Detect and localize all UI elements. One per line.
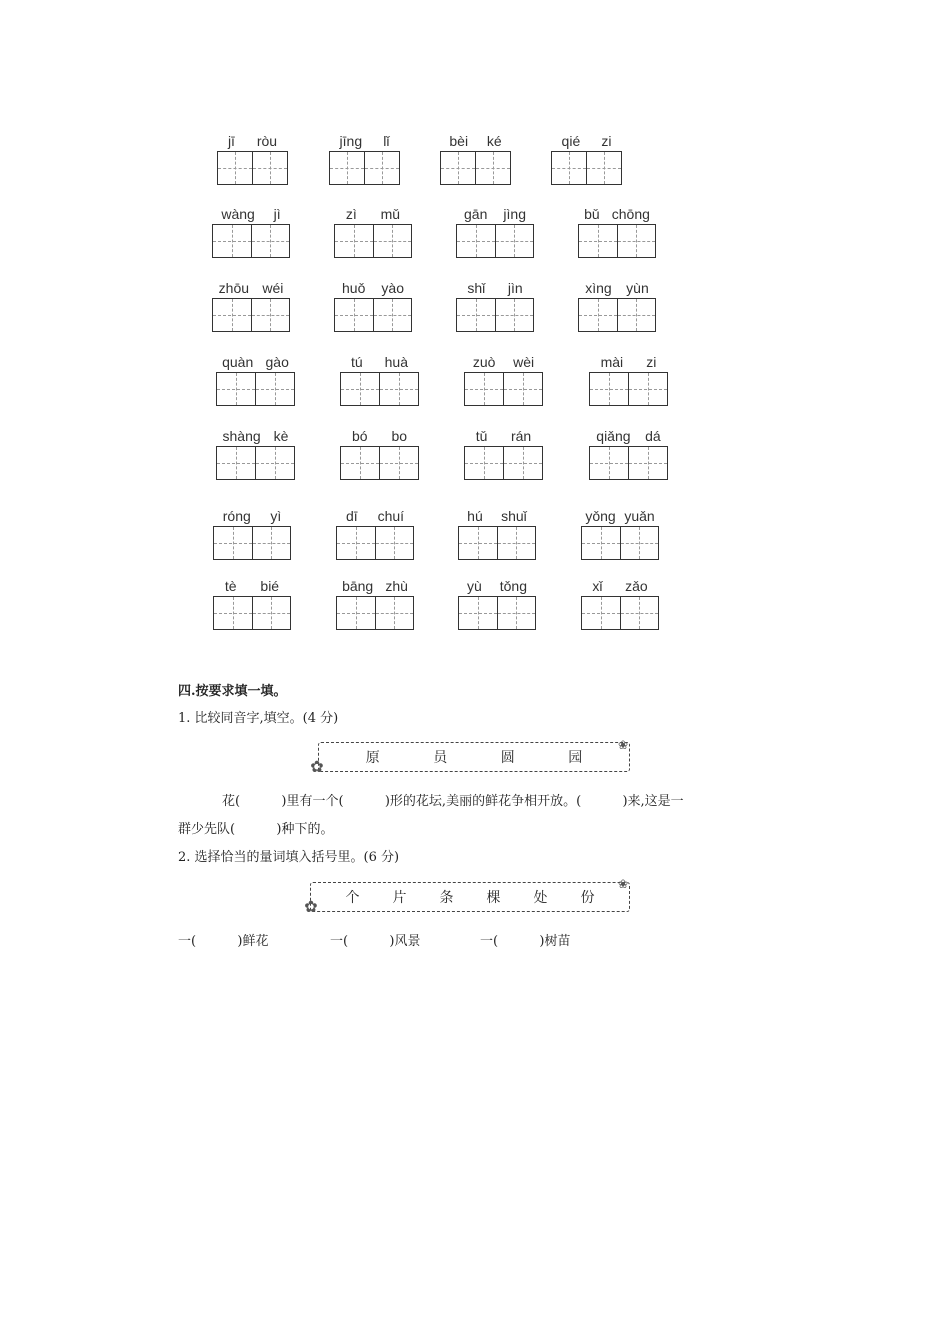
tianzige-writing-grid[interactable] bbox=[589, 446, 668, 480]
writing-cell[interactable] bbox=[337, 597, 376, 629]
pinyin-syllable: tǒng bbox=[499, 578, 527, 594]
writing-cell[interactable] bbox=[441, 152, 476, 184]
writing-cell[interactable] bbox=[217, 373, 256, 405]
q2-word: 片 bbox=[392, 890, 407, 906]
tianzige-writing-grid[interactable] bbox=[336, 526, 414, 560]
tianzige-writing-grid[interactable] bbox=[212, 224, 290, 258]
pinyin-syllable: dá bbox=[645, 428, 661, 444]
writing-cell[interactable] bbox=[504, 447, 542, 479]
writing-cell[interactable] bbox=[582, 527, 621, 559]
writing-cell[interactable] bbox=[213, 299, 252, 331]
pinyin-syllable: ké bbox=[486, 133, 502, 149]
writing-cell[interactable] bbox=[498, 527, 536, 559]
pinyin-label bbox=[216, 354, 295, 370]
pinyin-syllable: yǒng bbox=[585, 508, 616, 524]
pinyin-syllable: zhōu bbox=[218, 280, 250, 296]
q2-word: 条 bbox=[439, 890, 454, 906]
pinyin-syllable: kè bbox=[273, 428, 289, 444]
writing-cell[interactable] bbox=[374, 299, 412, 331]
writing-cell[interactable] bbox=[465, 373, 504, 405]
q2-word: 份 bbox=[580, 890, 595, 906]
writing-cell[interactable] bbox=[256, 373, 294, 405]
pinyin-label bbox=[464, 354, 543, 370]
writing-cell[interactable] bbox=[341, 447, 380, 479]
pinyin-syllable: tǔ bbox=[475, 428, 488, 444]
q2-word: 个 bbox=[345, 890, 360, 906]
pinyin-label bbox=[589, 354, 668, 370]
q1-word: 圆 bbox=[500, 750, 515, 766]
pinyin-label bbox=[551, 133, 622, 149]
writing-cell[interactable] bbox=[253, 597, 291, 629]
pinyin-syllable: yuǎn bbox=[624, 508, 655, 524]
pinyin-label bbox=[578, 206, 656, 222]
pinyin-syllable: gān bbox=[464, 206, 488, 222]
q2-word-box bbox=[310, 882, 630, 912]
tianzige-writing-grid[interactable] bbox=[216, 446, 295, 480]
writing-cell[interactable] bbox=[341, 373, 380, 405]
pinyin-label bbox=[216, 428, 295, 444]
writing-cell[interactable] bbox=[496, 225, 534, 257]
q1-word: 原 bbox=[365, 750, 380, 766]
pinyin-syllable: bèi bbox=[449, 133, 469, 149]
pinyin-syllable: xìng bbox=[585, 280, 612, 296]
q2-label: 2. 选择恰当的量词填入括号里。(6 分) bbox=[178, 850, 400, 865]
writing-cell[interactable] bbox=[618, 299, 656, 331]
writing-cell[interactable] bbox=[579, 299, 618, 331]
writing-cell[interactable] bbox=[214, 527, 253, 559]
section4-title: 四.按要求填一填。 bbox=[178, 684, 287, 699]
writing-cell[interactable] bbox=[335, 299, 374, 331]
writing-cell[interactable] bbox=[476, 152, 510, 184]
tianzige-writing-grid[interactable] bbox=[458, 526, 536, 560]
writing-cell[interactable] bbox=[252, 299, 290, 331]
writing-cell[interactable] bbox=[459, 597, 498, 629]
pinyin-syllable: tè bbox=[224, 578, 237, 594]
pinyin-syllable: jìn bbox=[507, 280, 523, 296]
tianzige-writing-grid[interactable] bbox=[589, 372, 668, 406]
writing-cell[interactable] bbox=[629, 447, 667, 479]
pinyin-syllable: huǒ bbox=[342, 280, 366, 296]
flower-icon: ✿ bbox=[304, 897, 318, 916]
tianzige-writing-grid[interactable] bbox=[581, 596, 659, 630]
pinyin-label bbox=[213, 508, 291, 524]
tianzige-writing-grid[interactable] bbox=[216, 372, 295, 406]
tianzige-writing-grid[interactable] bbox=[440, 151, 511, 185]
writing-cell[interactable] bbox=[374, 225, 412, 257]
pinyin-syllable: shàng bbox=[222, 428, 261, 444]
q1-word: 园 bbox=[568, 750, 583, 766]
writing-cell[interactable] bbox=[498, 597, 536, 629]
pinyin-syllable: gào bbox=[265, 354, 289, 370]
q2-word: 处 bbox=[533, 890, 548, 906]
tianzige-writing-grid[interactable] bbox=[217, 151, 288, 185]
writing-cell[interactable] bbox=[253, 527, 291, 559]
pinyin-label bbox=[212, 206, 290, 222]
writing-cell[interactable] bbox=[380, 447, 418, 479]
pinyin-label bbox=[458, 508, 536, 524]
pinyin-syllable: zi bbox=[601, 133, 612, 149]
writing-cell[interactable] bbox=[217, 447, 256, 479]
writing-cell[interactable] bbox=[590, 373, 629, 405]
tianzige-writing-grid[interactable] bbox=[336, 596, 414, 630]
q2-word: 棵 bbox=[486, 890, 501, 906]
tianzige-writing-grid[interactable] bbox=[464, 372, 543, 406]
tianzige-writing-grid[interactable] bbox=[334, 224, 412, 258]
pinyin-label bbox=[458, 578, 536, 594]
pinyin-syllable: rán bbox=[510, 428, 532, 444]
pinyin-syllable: bié bbox=[260, 578, 280, 594]
pinyin-syllable: jīng bbox=[339, 133, 363, 149]
tianzige-writing-grid[interactable] bbox=[340, 372, 419, 406]
pinyin-syllable: tú bbox=[350, 354, 363, 370]
pinyin-syllable: bó bbox=[351, 428, 368, 444]
pinyin-syllable: dī bbox=[345, 508, 358, 524]
pinyin-syllable: chuí bbox=[377, 508, 405, 524]
q1-line-2: 群少先队( )种下的。 bbox=[178, 822, 334, 837]
q1-word: 员 bbox=[433, 750, 448, 766]
tianzige-writing-grid[interactable] bbox=[340, 446, 419, 480]
pinyin-syllable: jìng bbox=[503, 206, 526, 222]
pinyin-label bbox=[581, 508, 659, 524]
writing-cell[interactable] bbox=[590, 447, 629, 479]
q2-item-1: 一( )鲜花 bbox=[178, 934, 269, 949]
pinyin-syllable: zi bbox=[646, 354, 657, 370]
writing-cell[interactable] bbox=[552, 152, 587, 184]
tianzige-writing-grid[interactable] bbox=[581, 526, 659, 560]
pinyin-syllable: quàn bbox=[222, 354, 254, 370]
q1-label: 1. 比较同音字,填空。(4 分) bbox=[178, 711, 339, 726]
tianzige-writing-grid[interactable] bbox=[551, 151, 622, 185]
writing-cell[interactable] bbox=[457, 225, 496, 257]
tianzige-writing-grid[interactable] bbox=[456, 298, 534, 332]
pinyin-syllable: chōng bbox=[611, 206, 650, 222]
pinyin-syllable: wàng bbox=[221, 206, 255, 222]
pinyin-syllable: zǎo bbox=[625, 578, 648, 594]
pinyin-label bbox=[334, 206, 412, 222]
pinyin-row bbox=[0, 428, 950, 488]
writing-cell[interactable] bbox=[214, 597, 253, 629]
pinyin-label bbox=[329, 133, 400, 149]
pinyin-row bbox=[0, 280, 950, 340]
pinyin-label bbox=[578, 280, 656, 296]
pinyin-label bbox=[213, 578, 291, 594]
flower-icon: ✿ bbox=[310, 757, 324, 776]
writing-cell[interactable] bbox=[253, 152, 287, 184]
pinyin-syllable: huà bbox=[384, 354, 408, 370]
pinyin-syllable: jì bbox=[273, 206, 281, 222]
writing-cell[interactable] bbox=[330, 152, 365, 184]
pinyin-label bbox=[589, 428, 668, 444]
pinyin-syllable: yì bbox=[270, 508, 282, 524]
pinyin-syllable: mài bbox=[600, 354, 624, 370]
pinyin-syllable: mǔ bbox=[380, 206, 401, 222]
writing-cell[interactable] bbox=[496, 299, 534, 331]
tianzige-writing-grid[interactable] bbox=[213, 526, 291, 560]
pinyin-syllable: bāng bbox=[342, 578, 374, 594]
flower-icon: ❀ bbox=[617, 738, 629, 752]
pinyin-syllable: hú bbox=[467, 508, 483, 524]
writing-cell[interactable] bbox=[376, 597, 414, 629]
writing-cell[interactable] bbox=[459, 527, 498, 559]
pinyin-syllable: shuǐ bbox=[501, 508, 527, 524]
pinyin-row bbox=[0, 578, 950, 638]
writing-cell[interactable] bbox=[376, 527, 414, 559]
writing-cell[interactable] bbox=[365, 152, 399, 184]
writing-cell[interactable] bbox=[621, 527, 659, 559]
pinyin-label bbox=[340, 428, 419, 444]
pinyin-label bbox=[440, 133, 511, 149]
pinyin-label bbox=[340, 354, 419, 370]
writing-cell[interactable] bbox=[213, 225, 252, 257]
pinyin-row bbox=[0, 508, 950, 568]
q1-word-box bbox=[318, 742, 630, 772]
pinyin-syllable: zuò bbox=[472, 354, 496, 370]
writing-cell[interactable] bbox=[465, 447, 504, 479]
writing-cell[interactable] bbox=[621, 597, 659, 629]
tianzige-writing-grid[interactable] bbox=[213, 596, 291, 630]
q2-item-2: 一( )风景 bbox=[330, 934, 421, 949]
writing-cell[interactable] bbox=[380, 373, 418, 405]
pinyin-row bbox=[0, 206, 950, 266]
q1-line-1: 花( )里有一个( )形的花坛,美丽的鲜花争相开放。( )来,这是一 bbox=[222, 794, 684, 809]
writing-cell[interactable] bbox=[587, 152, 621, 184]
pinyin-label bbox=[456, 280, 534, 296]
pinyin-label bbox=[336, 508, 414, 524]
pinyin-syllable: jī bbox=[227, 133, 235, 149]
pinyin-label bbox=[334, 280, 412, 296]
writing-cell[interactable] bbox=[504, 373, 542, 405]
pinyin-row bbox=[0, 354, 950, 414]
pinyin-syllable: zì bbox=[345, 206, 357, 222]
tianzige-writing-grid[interactable] bbox=[458, 596, 536, 630]
pinyin-label bbox=[336, 578, 414, 594]
pinyin-syllable: qié bbox=[561, 133, 581, 149]
tianzige-writing-grid[interactable] bbox=[212, 298, 290, 332]
pinyin-syllable: shǐ bbox=[467, 280, 486, 296]
pinyin-syllable: yùn bbox=[626, 280, 649, 296]
writing-cell[interactable] bbox=[629, 373, 667, 405]
q2-item-3: 一( )树苗 bbox=[480, 934, 571, 949]
pinyin-syllable: bo bbox=[391, 428, 408, 444]
writing-cell[interactable] bbox=[256, 447, 294, 479]
tianzige-writing-grid[interactable] bbox=[578, 224, 656, 258]
pinyin-syllable: bǔ bbox=[584, 206, 600, 222]
writing-cell[interactable] bbox=[337, 527, 376, 559]
pinyin-syllable: yù bbox=[466, 578, 482, 594]
writing-cell[interactable] bbox=[457, 299, 496, 331]
flower-icon: ❀ bbox=[617, 877, 629, 891]
pinyin-syllable: wéi bbox=[262, 280, 284, 296]
writing-cell[interactable] bbox=[618, 225, 656, 257]
pinyin-syllable: zhù bbox=[385, 578, 408, 594]
pinyin-label bbox=[456, 206, 534, 222]
pinyin-syllable: ròu bbox=[256, 133, 278, 149]
tianzige-writing-grid[interactable] bbox=[329, 151, 400, 185]
writing-cell[interactable] bbox=[218, 152, 253, 184]
pinyin-syllable: róng bbox=[222, 508, 251, 524]
pinyin-syllable: xǐ bbox=[592, 578, 603, 594]
pinyin-syllable: yào bbox=[381, 280, 404, 296]
tianzige-writing-grid[interactable] bbox=[334, 298, 412, 332]
pinyin-label bbox=[217, 133, 288, 149]
writing-cell[interactable] bbox=[252, 225, 290, 257]
pinyin-syllable: wèi bbox=[513, 354, 535, 370]
pinyin-syllable: qiǎng bbox=[596, 428, 631, 444]
tianzige-writing-grid[interactable] bbox=[464, 446, 543, 480]
tianzige-writing-grid[interactable] bbox=[578, 298, 656, 332]
tianzige-writing-grid[interactable] bbox=[456, 224, 534, 258]
writing-cell[interactable] bbox=[582, 597, 621, 629]
writing-cell[interactable] bbox=[335, 225, 374, 257]
pinyin-row bbox=[0, 133, 950, 193]
pinyin-label bbox=[581, 578, 659, 594]
pinyin-syllable: lǐ bbox=[383, 133, 390, 149]
pinyin-label bbox=[212, 280, 290, 296]
writing-cell[interactable] bbox=[579, 225, 618, 257]
pinyin-label bbox=[464, 428, 543, 444]
